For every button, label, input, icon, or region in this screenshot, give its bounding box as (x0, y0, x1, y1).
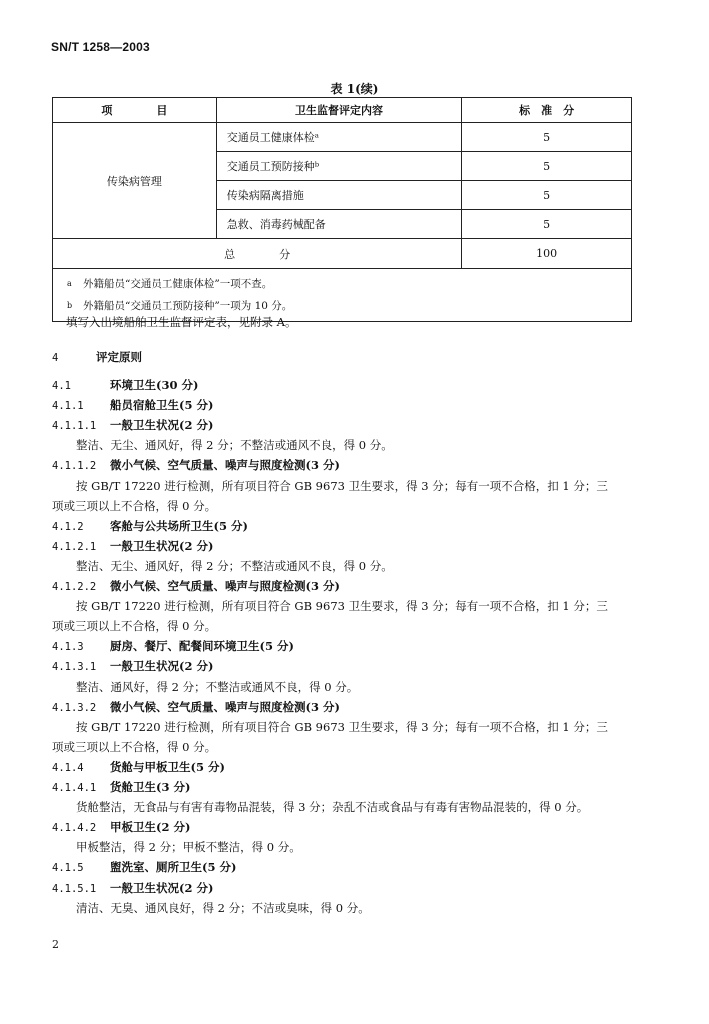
clause-text: 按 GB/T 17220 进行检测，所有项目符合 GB 9673 卫生要求，得 3 分；每有一项不合格，扣 1 分；三 (76, 599, 608, 614)
clause-number: 4.1.4 (52, 761, 84, 774)
clause-number: 4.1.2.2 (52, 581, 97, 593)
clause-title: 客舱与公共场所卫生(5 分) (110, 518, 248, 533)
clause-number: 4.1.2.1 (52, 540, 97, 553)
page-number: 2 (52, 938, 59, 951)
total-value: 100 (462, 239, 632, 269)
footnote-marker: a (67, 279, 72, 288)
clause-title: 微小气候、空气质量、噪声与照度检测(3 分) (110, 458, 340, 473)
clause-number: 4.1 (52, 380, 71, 392)
clause-heading (52, 578, 340, 594)
clause-number: 4.1.5.1 (52, 882, 97, 895)
clause-text: 整洁、无尘、通风好，得 2 分；不整洁或通风不良，得 0 分。 (76, 438, 393, 453)
clause-title: 微小气候、空气质量、噪声与照度检测(3 分) (110, 579, 340, 593)
document-code: SN/T 1258—2003 (51, 40, 150, 54)
clause-title: 厨房、餐厅、配餐间环境卫生(5 分) (110, 639, 294, 654)
clause-title: 微小气候、空气质量、噪声与照度检测(3 分) (110, 699, 340, 714)
table-header-row (53, 98, 632, 123)
clause-title: 一般卫生状况(2 分) (110, 659, 214, 674)
clause-number: 4.1.3.1 (52, 661, 97, 674)
clause-title: 一般卫生状况(2 分) (110, 880, 214, 895)
clause-text: 甲板整洁，得 2 分；甲板不整洁，得 0 分。 (76, 840, 301, 855)
clause-paragraph (76, 719, 608, 735)
clause-text: 项或三项以上不合格，得 0 分。 (52, 619, 217, 634)
clause-text: 项或三项以上不合格，得 0 分。 (52, 498, 217, 513)
total-row (53, 239, 632, 269)
section-title: 评定原则 (96, 350, 142, 364)
clause-number: 4.1.2 (52, 520, 84, 533)
clause-paragraph (76, 598, 608, 614)
content-cell: 急救、消毒药械配备 (216, 210, 462, 239)
section-4-heading (52, 349, 142, 365)
footnote-text: 外籍船员“交通员工健康体检”一项不查。 (83, 278, 273, 290)
clause-text: 按 GB/T 17220 进行检测，所有项目符合 GB 9673 卫生要求，得 3 分；每有一项不合格，扣 1 分；三 (76, 719, 608, 734)
clause-text: 整洁、无尘、通风好，得 2 分；不整洁或通风不良，得 0 分。 (76, 558, 393, 573)
clause-number: 4.1.1.2 (52, 460, 97, 473)
clause-heading (52, 638, 294, 654)
content-cell: 传染病隔离措施 (216, 181, 462, 210)
clause-paragraph (52, 498, 216, 514)
clause-title: 环境卫生(30 分) (110, 378, 199, 392)
category-cell: 传染病管理 (53, 123, 217, 239)
clause-number: 4.1.4.2 (52, 822, 97, 835)
evaluation-table (52, 97, 632, 322)
clause-heading (52, 518, 248, 534)
clause-heading (52, 699, 340, 715)
clause-heading (52, 417, 213, 433)
clause-text: 货舱整洁，无食品与有害有毒物品混装，得 3 分；杂乱不洁或食品与有毒有害物品混装的，得 0 分。 (76, 800, 589, 815)
total-label: 总 分 (53, 239, 462, 269)
clause-paragraph (76, 900, 370, 916)
column-header-item: 项 目 (53, 98, 217, 123)
content-cell: 交通员工健康体检ᵃ (216, 123, 462, 152)
clause-heading (52, 377, 198, 393)
table-row (53, 123, 632, 152)
clause-number: 4.1.1.1 (52, 420, 97, 433)
score-cell: 5 (462, 210, 632, 239)
footnote-a (67, 273, 625, 295)
clause-paragraph (76, 478, 608, 494)
clause-paragraph (76, 437, 393, 453)
clause-heading (52, 759, 225, 775)
clause-text: 清洁、无臭、通风良好，得 2 分；不洁或臭味，得 0 分。 (76, 900, 370, 915)
section-number: 4 (52, 352, 59, 364)
clause-title: 盥洗室、厕所卫生(5 分) (110, 860, 237, 875)
clause-paragraph (52, 618, 216, 634)
footnote-marker: b (67, 301, 73, 310)
clause-heading (52, 538, 213, 554)
clause-text: 按 GB/T 17220 进行检测，所有项目符合 GB 9673 卫生要求，得 3 分；每有一项不合格，扣 1 分；三 (76, 478, 608, 493)
column-header-content: 卫生监督评定内容 (216, 98, 462, 123)
clause-heading (52, 859, 236, 875)
clause-heading (52, 880, 213, 896)
clause-number: 4.1.1 (52, 400, 84, 413)
clause-heading (52, 819, 190, 835)
clause-title: 甲板卫生(2 分) (110, 820, 191, 835)
content-cell: 交通员工预防接种ᵇ (216, 152, 462, 181)
score-cell: 5 (462, 181, 632, 210)
footnote-text: 外籍船员“交通员工预防接种”一项为 10 分。 (83, 300, 293, 312)
clause-title: 一般卫生状况(2 分) (110, 418, 214, 433)
clause-paragraph (52, 739, 216, 755)
intro-paragraph: 填写入出境船舶卫生监督评定表，见附录 A。 (66, 315, 297, 329)
clause-title: 货舱与甲板卫生(5 分) (110, 759, 225, 774)
table-caption: 表 1(续) (330, 82, 379, 96)
clause-title: 船员宿舱卫生(5 分) (110, 398, 214, 413)
clause-heading (52, 457, 340, 473)
clause-paragraph (76, 839, 301, 855)
clause-heading (52, 397, 213, 413)
clause-number: 4.1.5 (52, 862, 84, 875)
clause-number: 4.1.3.2 (52, 701, 97, 714)
score-cell: 5 (462, 152, 632, 181)
clause-title: 货舱卫生(3 分) (110, 780, 191, 794)
column-header-score: 标 准 分 (462, 98, 632, 123)
clause-heading (52, 779, 190, 795)
clause-title: 一般卫生状况(2 分) (110, 538, 214, 553)
clause-text: 整洁、通风好，得 2 分；不整洁或通风不良，得 0 分。 (76, 679, 359, 694)
clause-number: 4.1.4.1 (52, 782, 97, 794)
clause-paragraph (76, 679, 358, 695)
clause-paragraph (76, 799, 588, 815)
clause-text: 项或三项以上不合格，得 0 分。 (52, 739, 217, 754)
score-cell: 5 (462, 123, 632, 152)
clause-number: 4.1.3 (52, 641, 84, 654)
clause-heading (52, 658, 213, 674)
clause-paragraph (76, 558, 393, 574)
